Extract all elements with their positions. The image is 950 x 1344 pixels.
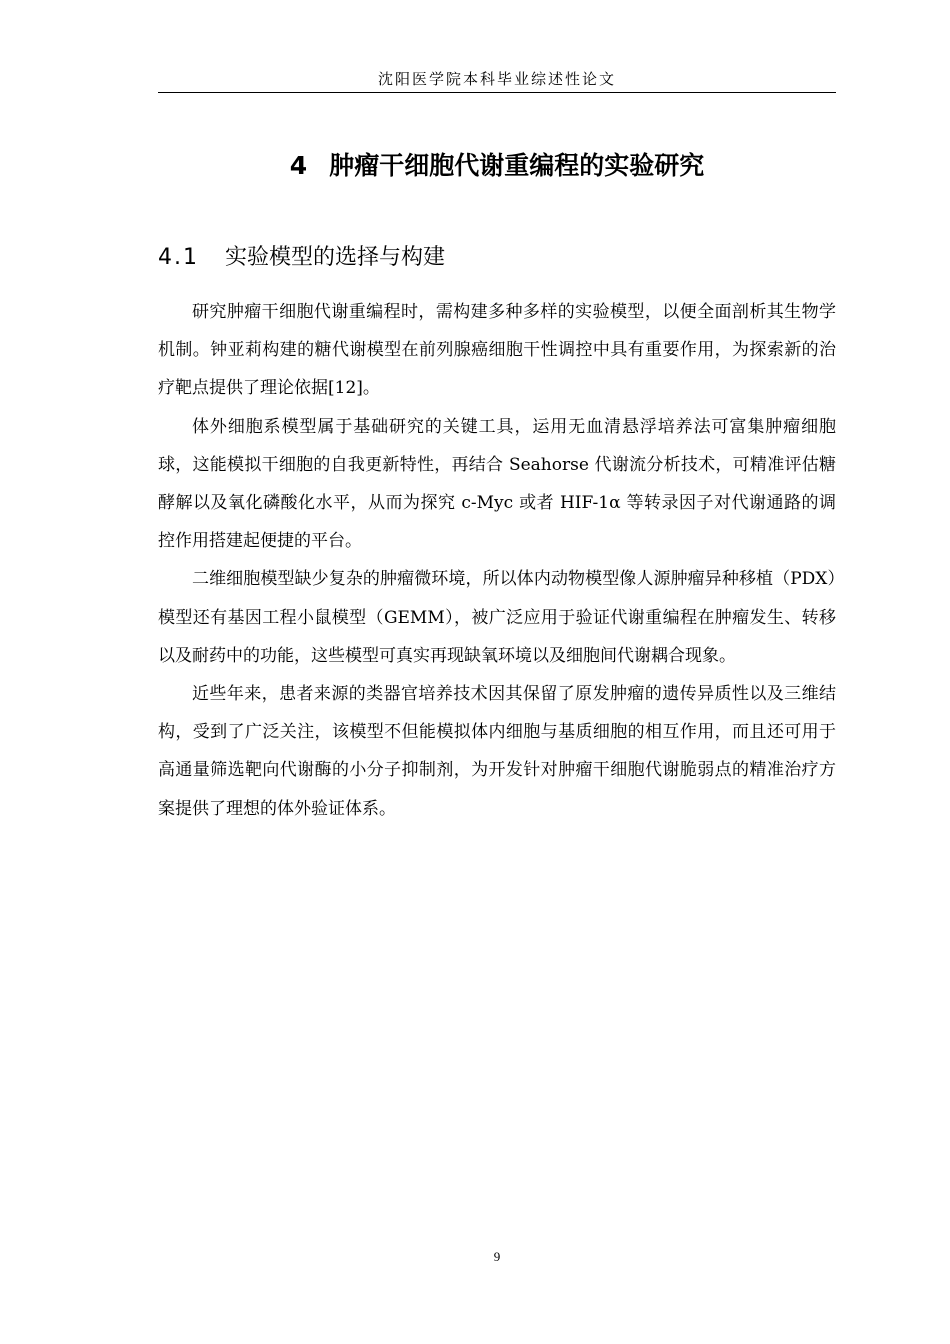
paragraph: 二维细胞模型缺少复杂的肿瘤微环境，所以体内动物模型像人源肿瘤异种移植（PDX）模型还有基因工程小鼠模型（GEMM），被广泛应用于验证代谢重编程在肿瘤发生、转移以及耐药中的功能，这些模型可真实再现缺氧环境以及细胞间代谢耦合现象。	[158, 569, 836, 666]
chapter-title	[158, 148, 836, 184]
running-header: 沈阳医学院本科毕业综述性论文	[158, 66, 836, 93]
paragraph: 研究肿瘤干细胞代谢重编程时，需构建多种多样的实验模型，以便全面剖析其生物学机制。钟亚莉构建的糖代谢模型在前列腺癌细胞干性调控中具有重要作用，为探索新的治疗靶点提供了理论依据[12]。	[158, 302, 836, 399]
page-number: 9	[493, 1249, 501, 1264]
section-title-text: 实验模型的选择与构建	[225, 245, 446, 270]
chapter-title-text: 肿瘤干细胞代谢重编程的实验研究	[329, 151, 705, 180]
paragraph: 近些年来，患者来源的类器官培养技术因其保留了原发肿瘤的遗传异质性以及三维结构，受到了广泛关注，该模型不但能模拟体内细胞与基质细胞的相互作用，而且还可用于高通量筛选靶向代谢酶的小分子抑制剂，为开发针对肿瘤干细胞代谢脆弱点的精准治疗方案提供了理想的体外验证体系。	[158, 684, 836, 819]
chapter-number: 4	[289, 151, 308, 180]
section-number: 4.1	[158, 245, 199, 270]
body-text	[158, 293, 836, 828]
paragraph: 体外细胞系模型属于基础研究的关键工具，运用无血清悬浮培养法可富集肿瘤细胞球，这能模拟干细胞的自我更新特性，再结合 Seahorse 代谢流分析技术，可精准评估糖酵解以及氧化磷酸化水平，从而为探究 c-Myc 或者 HIF-1α 等转录因子对代谢通路的调控作用搭建起便捷的平台。	[158, 416, 836, 552]
section-title	[158, 241, 836, 275]
